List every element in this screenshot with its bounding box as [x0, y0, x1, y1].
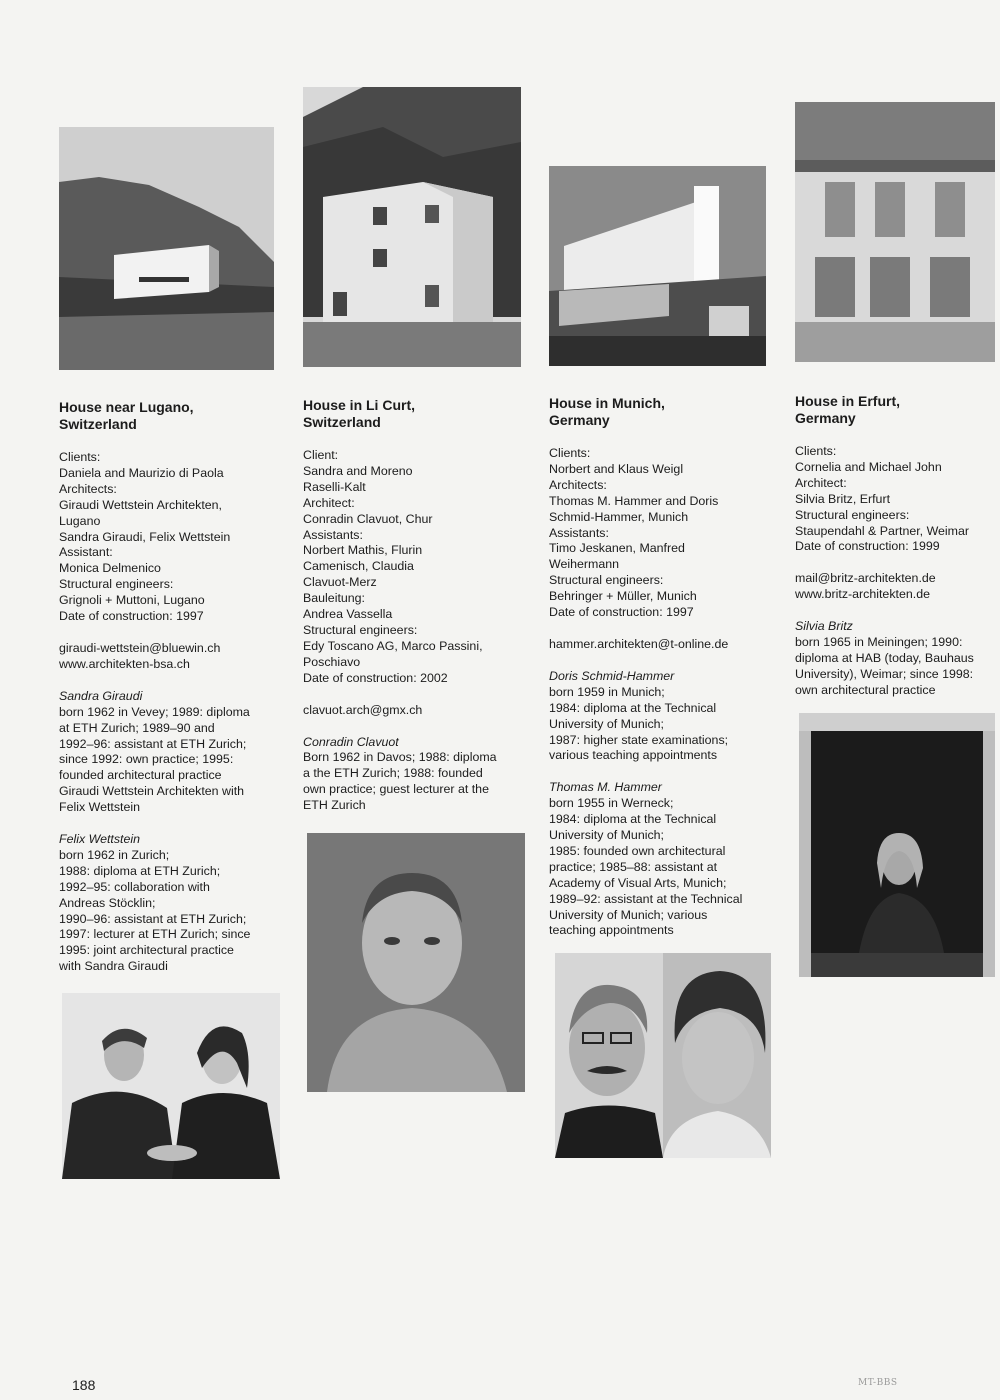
contact-info	[795, 571, 1000, 603]
detail-line: Sandra Giraudi, Felix Wettstein	[59, 529, 231, 544]
detail-line: Clients:	[59, 450, 101, 464]
architect-name: Thomas M. Hammer	[549, 780, 662, 795]
project-title	[549, 395, 769, 429]
bio-line: 1984: diploma at the Technical	[549, 700, 717, 715]
contact-info	[549, 637, 769, 653]
detail-line: Silvia Britz, Erfurt	[795, 491, 891, 506]
project-title-line: House near Lugano,	[59, 399, 194, 415]
bio-line: Giraudi Wettstein Architekten with	[59, 784, 245, 799]
detail-line: Raselli-Kalt	[303, 479, 366, 494]
photo-house-erfurt	[795, 102, 995, 362]
detail-line: Structural engineers:	[549, 573, 664, 588]
bio-line: University of Munich;	[549, 828, 664, 843]
detail-line: Behringer + Müller, Munich	[549, 589, 697, 604]
detail-line: Poschiavo	[303, 654, 361, 669]
project-column-3	[549, 395, 769, 955]
detail-line: Architects:	[549, 477, 607, 492]
detail-line: Timo Jeskanen, Manfred	[549, 541, 685, 556]
contact-info	[303, 703, 523, 719]
bio-line: 1992–96: assistant at ETH Zurich;	[59, 736, 247, 751]
contact-line: hammer.architekten@t-online.de	[549, 636, 729, 651]
bio-line: own practice; guest lecturer at the	[303, 782, 489, 797]
contact-info	[59, 641, 279, 673]
detail-line: Lugano	[59, 513, 101, 528]
project-title	[303, 397, 523, 431]
photo-house-munich	[549, 166, 766, 366]
photo-house-lugano	[59, 127, 274, 370]
detail-line: Bauleitung:	[303, 591, 366, 606]
bio-line: since 1992: own practice; 1995:	[59, 752, 234, 767]
bio-line: 1984: diploma at the Technical	[549, 812, 717, 827]
architect-bio	[59, 832, 279, 975]
project-title-line: House in Munich,	[549, 395, 665, 411]
bio-line: various teaching appointments	[549, 748, 718, 763]
detail-line: Grignoli + Muttoni, Lugano	[59, 593, 205, 608]
detail-line: Date of construction: 2002	[303, 670, 448, 685]
bio-line: Born 1962 in Davos; 1988: diploma	[303, 750, 497, 765]
photo-portrait-hammer	[555, 953, 771, 1158]
bio-line: 1997: lecturer at ETH Zurich; since	[59, 927, 251, 942]
detail-line: Edy Toscano AG, Marco Passini,	[303, 638, 483, 653]
detail-line: Clavuot-Merz	[303, 575, 377, 590]
bio-line: ETH Zurich	[303, 798, 366, 813]
bio-line: at ETH Zurich; 1989–90 and	[59, 720, 215, 735]
project-title	[795, 393, 1000, 427]
detail-line: Structural engineers:	[303, 622, 418, 637]
architect-bio	[795, 619, 1000, 699]
bio-line: diploma at HAB (today, Bauhaus	[795, 650, 974, 665]
page-number: 188	[72, 1377, 96, 1393]
architect-bio	[549, 780, 769, 939]
project-details	[303, 448, 523, 687]
bio-line: a the ETH Zurich; 1988: founded	[303, 766, 483, 781]
detail-line: Architects:	[59, 481, 117, 496]
detail-line: Clients:	[795, 444, 837, 458]
detail-line: Andrea Vassella	[303, 607, 393, 622]
contact-line: clavuot.arch@gmx.ch	[303, 702, 423, 717]
photo-portrait-britz	[799, 713, 995, 977]
project-column-4	[795, 393, 1000, 715]
detail-line: Giraudi Wettstein Architekten,	[59, 497, 222, 512]
detail-line: Daniela and Maurizio di Paola	[59, 465, 224, 480]
project-title-line: Germany	[549, 412, 610, 428]
bio-line: University of Munich;	[549, 716, 664, 731]
architect-name: Felix Wettstein	[59, 832, 141, 847]
project-title-line: House in Li Curt,	[303, 397, 415, 413]
project-title-line: Germany	[795, 410, 856, 426]
detail-line: Clients:	[549, 446, 591, 460]
photo-house-li-curt	[303, 87, 521, 367]
detail-line: Camenisch, Claudia	[303, 559, 414, 574]
detail-line: Assistants:	[303, 527, 363, 542]
bio-line: 1985: founded own architectural	[549, 843, 726, 858]
bio-line: born 1962 in Zurich;	[59, 847, 170, 862]
detail-line: Date of construction: 1997	[549, 605, 694, 620]
architect-name: Sandra Giraudi	[59, 688, 143, 703]
detail-line: Structural engineers:	[59, 577, 174, 592]
project-title-line: Switzerland	[303, 414, 381, 430]
bio-line: born 1962 in Vevey; 1989: diploma	[59, 704, 250, 719]
bio-line: Andreas Stöcklin;	[59, 895, 156, 910]
bio-line: Felix Wettstein	[59, 800, 141, 815]
detail-line: Cornelia and Michael John	[795, 459, 942, 474]
project-column-2	[303, 397, 523, 830]
bio-line: own architectural practice	[795, 682, 936, 697]
detail-line: Staupendahl & Partner, Weimar	[795, 523, 970, 538]
bio-line: with Sandra Giraudi	[59, 959, 168, 974]
bio-line: teaching appointments	[549, 923, 674, 938]
detail-line: Structural engineers:	[795, 507, 910, 522]
detail-line: Client:	[303, 448, 339, 462]
detail-line: Date of construction: 1999	[795, 539, 940, 554]
project-details	[59, 450, 279, 625]
detail-line: Monica Delmenico	[59, 561, 161, 576]
bio-line: practice; 1985–88: assistant at	[549, 859, 718, 874]
detail-line: Architect:	[303, 495, 355, 510]
project-title-line: House in Erfurt,	[795, 393, 901, 409]
bio-line: founded architectural practice	[59, 768, 222, 783]
contact-line: www.architekten-bsa.ch	[59, 656, 190, 671]
architect-name: Conradin Clavuot	[303, 734, 399, 749]
project-details	[795, 444, 1000, 555]
architect-name: Silvia Britz	[795, 619, 853, 634]
photo-portrait-giraudi-wettstein	[62, 993, 280, 1179]
bio-line: 1990–96: assistant at ETH Zurich;	[59, 911, 247, 926]
architect-bio	[59, 689, 279, 816]
detail-line: Sandra and Moreno	[303, 463, 413, 478]
detail-line: Assistant:	[59, 545, 113, 560]
detail-line: Schmid-Hammer, Munich	[549, 509, 689, 524]
detail-line: Weihermann	[549, 557, 620, 572]
contact-line: giraudi-wettstein@bluewin.ch	[59, 640, 221, 655]
bio-line: 1987: higher state examinations;	[549, 732, 729, 747]
detail-line: Architect:	[795, 475, 847, 490]
architect-bio	[549, 669, 769, 764]
bio-line: 1992–95: collaboration with	[59, 879, 210, 894]
bio-line: 1988: diploma at ETH Zurich;	[59, 863, 221, 878]
bio-line: born 1959 in Munich;	[549, 684, 665, 699]
bio-line: 1995: joint architectural practice	[59, 943, 234, 958]
bio-line: born 1955 in Werneck;	[549, 796, 674, 811]
bio-line: 1989–92: assistant at the Technical	[549, 891, 743, 906]
detail-line: Conradin Clavuot, Chur	[303, 511, 433, 526]
project-column-1	[59, 399, 279, 991]
detail-line: Thomas M. Hammer and Doris	[549, 493, 719, 508]
bio-line: born 1965 in Meiningen; 1990:	[795, 635, 963, 650]
project-details	[549, 446, 769, 621]
architect-name: Doris Schmid-Hammer	[549, 668, 675, 683]
bio-line: University), Weimar; since 1998:	[795, 666, 974, 681]
bio-line: Academy of Visual Arts, Munich;	[549, 875, 727, 890]
photo-portrait-clavuot	[307, 833, 525, 1092]
architect-bio	[303, 735, 523, 815]
detail-line: Assistants:	[549, 525, 609, 540]
contact-line: www.britz-architekten.de	[795, 587, 930, 602]
project-title-line: Switzerland	[59, 416, 137, 432]
detail-line: Norbert and Klaus Weigl	[549, 461, 684, 476]
detail-line: Date of construction: 1997	[59, 609, 204, 624]
watermark-logo: MT-BBS	[858, 1378, 898, 1388]
contact-line: mail@britz-architekten.de	[795, 571, 936, 586]
detail-line: Norbert Mathis, Flurin	[303, 543, 423, 558]
bio-line: University of Munich; various	[549, 907, 708, 922]
project-title	[59, 399, 279, 433]
